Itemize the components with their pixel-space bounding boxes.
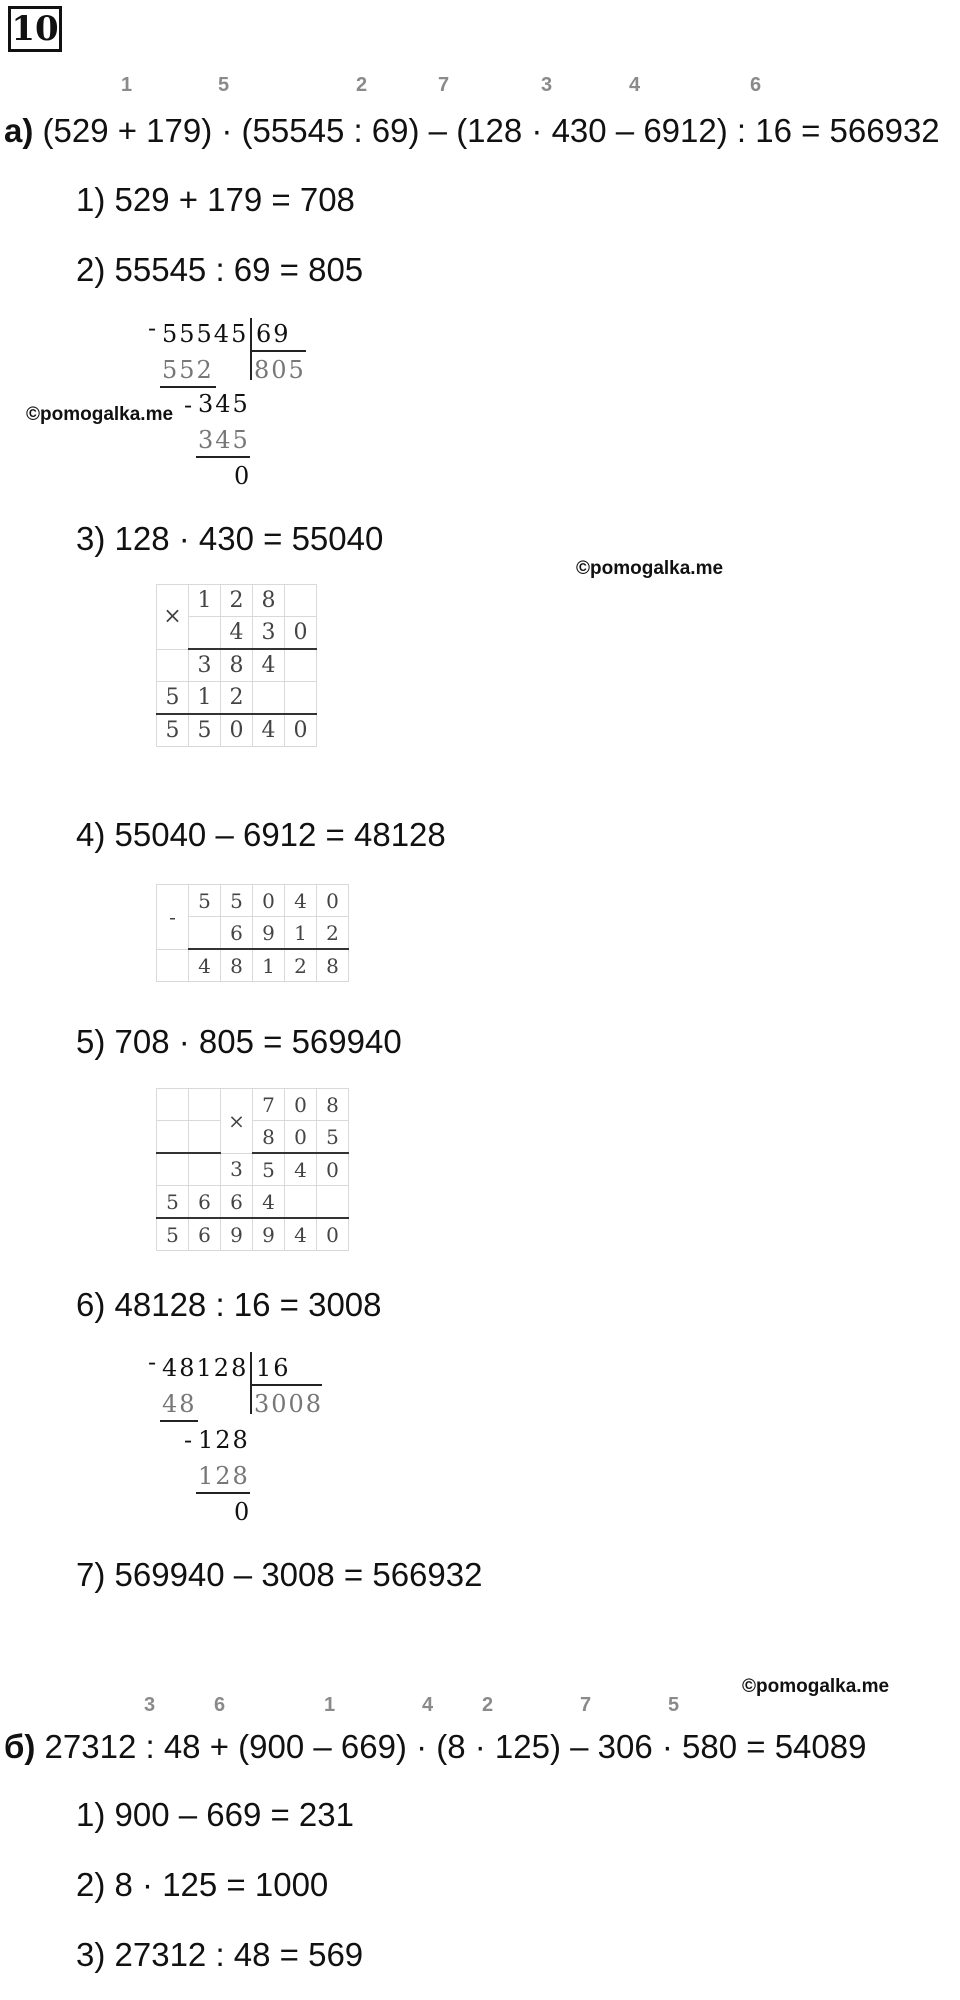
order-mark: 5 [218, 74, 230, 96]
grid-cell: 6 [189, 1186, 221, 1219]
step-b-1: 1) 900 – 669 = 231 [76, 1796, 354, 1833]
grid-cell [157, 649, 189, 682]
grid-cell: 3 [189, 649, 221, 682]
grid-cell [189, 1089, 221, 1121]
multiplication-grid-128-430 [156, 584, 317, 747]
grid-cell [189, 1153, 221, 1186]
part-a-letter: а) [4, 112, 34, 149]
grid-cell [157, 949, 189, 982]
step-a-4: 4) 55040 – 6912 = 48128 [76, 816, 446, 853]
division-bracket-horizontal [250, 1384, 322, 1386]
grid-cell: 9 [253, 1218, 285, 1251]
grid-cell: 2 [221, 585, 253, 617]
grid-cell [285, 1186, 317, 1219]
division-bracket-horizontal [250, 350, 306, 352]
order-mark: 1 [121, 74, 133, 96]
watermark: ©pomogalka.me [576, 558, 724, 579]
order-mark: 4 [422, 1694, 434, 1716]
grid-cell [157, 1121, 189, 1154]
order-mark: 3 [541, 74, 553, 96]
grid-cell: 8 [221, 649, 253, 682]
grid-cell: 3 [253, 617, 285, 650]
watermark: ©pomogalka.me [742, 1676, 890, 1697]
grid-cell: 8 [253, 1121, 285, 1154]
grid-cell [285, 585, 317, 617]
final-remainder: 0 [234, 462, 252, 490]
grid-cell: 4 [253, 1186, 285, 1219]
grid-cell: 4 [285, 1218, 317, 1251]
grid-cell: 0 [317, 1153, 349, 1186]
step-a-2: 2) 55545 : 69 = 805 [76, 251, 364, 288]
grid-cell: 1 [189, 585, 221, 617]
division-bracket-vertical [250, 1352, 252, 1414]
part-b-expression: 27312 : 48 + (900 – 669) · (8 · 125) – 306 · 580 = 54089 [44, 1728, 867, 1765]
grid-cell [157, 1089, 189, 1121]
dividend: 48128 [162, 1354, 249, 1382]
grid-cell: 1 [285, 917, 317, 950]
grid-cell: 8 [253, 585, 285, 617]
grid-cell: 5 [157, 714, 189, 747]
order-mark: 4 [629, 74, 641, 96]
partial-remainder: 128 [198, 1426, 250, 1454]
grid-cell: 8 [221, 949, 253, 982]
grid-cell: 7 [253, 1089, 285, 1121]
order-mark: 7 [580, 1694, 592, 1716]
quotient: 3008 [254, 1390, 324, 1418]
grid-cell: 1 [253, 949, 285, 982]
partial-remainder: 345 [198, 390, 250, 418]
watermark: ©pomogalka.me [26, 404, 174, 425]
division-underline [196, 456, 250, 458]
grid-cell: 8 [317, 1089, 349, 1121]
grid-cell [189, 917, 221, 950]
grid-cell: 9 [221, 1218, 253, 1251]
order-mark: 6 [750, 74, 762, 96]
grid-cell: 5 [157, 1218, 189, 1251]
grid-cell: 6 [221, 1186, 253, 1219]
part-a-expression-line [4, 114, 940, 147]
grid-cell: 4 [189, 949, 221, 982]
partial-subtrahend: 48 [162, 1390, 197, 1418]
grid-cell: 4 [285, 885, 317, 917]
order-mark: 6 [214, 1694, 226, 1716]
grid-cell [189, 617, 221, 650]
partial-subtrahend: 552 [162, 356, 214, 384]
order-mark: 1 [324, 1694, 336, 1716]
division-minus: - [148, 1348, 159, 1376]
grid-cell: 0 [285, 1121, 317, 1154]
step-a-5: 5) 708 · 805 = 569940 [76, 1023, 402, 1060]
grid-cell: 6 [189, 1218, 221, 1251]
step-b-3: 3) 27312 : 48 = 569 [76, 1936, 364, 1973]
grid-cell: 0 [253, 885, 285, 917]
divisor: 69 [256, 320, 291, 348]
grid-cell [253, 682, 285, 715]
division-minus: - [184, 1426, 195, 1454]
grid-cell: 4 [285, 1153, 317, 1186]
grid-cell: 2 [285, 949, 317, 982]
step-a-7: 7) 569940 – 3008 = 566932 [76, 1556, 483, 1593]
part-b-letter: б) [4, 1728, 36, 1765]
multiplication-grid-708-805 [156, 1088, 349, 1251]
grid-cell: 5 [189, 714, 221, 747]
division-minus: - [148, 314, 159, 342]
step-a-1: 1) 529 + 179 = 708 [76, 181, 355, 218]
grid-cell: 5 [317, 1121, 349, 1154]
grid-cell: 1 [189, 682, 221, 715]
grid-cell: 4 [253, 649, 285, 682]
divisor: 16 [256, 1354, 291, 1382]
division-underline [196, 1492, 250, 1494]
step-a-6: 6) 48128 : 16 = 3008 [76, 1286, 382, 1323]
grid-cell: 5 [157, 682, 189, 715]
subtraction-grid-55040-6912 [156, 884, 349, 982]
order-mark: 2 [482, 1694, 494, 1716]
grid-cell: 0 [317, 1218, 349, 1251]
grid-cell: 5 [189, 885, 221, 917]
part-a-expression: (529 + 179) · (55545 : 69) – (128 · 430 – 6912) : 16 = 566932 [42, 112, 940, 149]
grid-cell: 5 [253, 1153, 285, 1186]
grid-cell [285, 682, 317, 715]
task-number: 10 [8, 6, 62, 52]
division-underline [160, 1420, 198, 1422]
step-b-2: 2) 8 · 125 = 1000 [76, 1866, 329, 1903]
grid-cell [157, 1153, 189, 1186]
order-mark: 2 [356, 74, 368, 96]
grid-cell: 0 [221, 714, 253, 747]
division-underline [160, 386, 216, 388]
grid-cell: 4 [221, 617, 253, 650]
partial-subtrahend: 128 [198, 1462, 250, 1490]
multiplication-sign: × [157, 585, 189, 650]
grid-cell: 0 [285, 1089, 317, 1121]
final-remainder: 0 [234, 1498, 252, 1526]
grid-cell: 2 [317, 917, 349, 950]
division-bracket-vertical [250, 318, 252, 380]
grid-cell [189, 1121, 221, 1154]
grid-cell: 0 [285, 617, 317, 650]
grid-cell: 0 [285, 714, 317, 747]
grid-cell: 8 [317, 949, 349, 982]
grid-cell [285, 649, 317, 682]
multiplication-sign: × [221, 1089, 253, 1154]
dividend: 55545 [162, 320, 249, 348]
grid-cell: 3 [221, 1153, 253, 1186]
order-mark: 7 [438, 74, 450, 96]
grid-cell: 5 [221, 885, 253, 917]
grid-cell [317, 1186, 349, 1219]
grid-cell: 6 [221, 917, 253, 950]
subtraction-sign: - [157, 885, 189, 950]
grid-cell: 5 [157, 1186, 189, 1219]
quotient: 805 [254, 356, 306, 384]
grid-cell: 2 [221, 682, 253, 715]
partial-subtrahend: 345 [198, 426, 250, 454]
step-a-3: 3) 128 · 430 = 55040 [76, 520, 384, 557]
grid-cell: 0 [317, 885, 349, 917]
grid-cell: 4 [253, 714, 285, 747]
division-minus: - [184, 391, 195, 419]
part-b-expression-line [4, 1730, 866, 1763]
order-mark: 5 [668, 1694, 680, 1716]
order-mark: 3 [144, 1694, 156, 1716]
grid-cell: 9 [253, 917, 285, 950]
